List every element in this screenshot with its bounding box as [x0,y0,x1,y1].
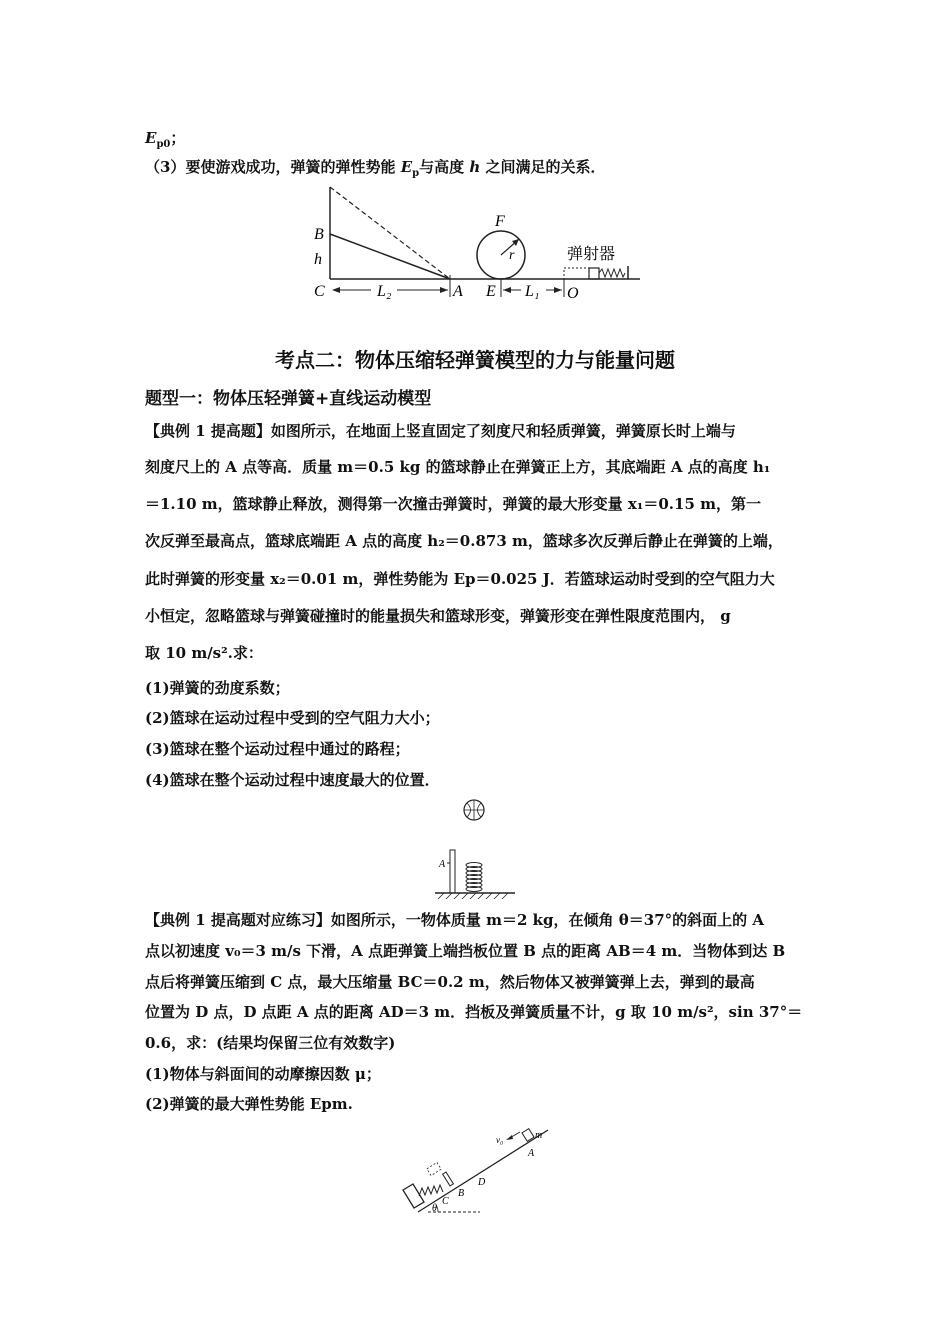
question-3-text-c: 之间满足的关系． [485,158,606,176]
example1-line-2: 刻度尺上的 A 点等高．质量 m＝0.5 kg 的篮球静止在弹簧正上方，其底端距 A 点的高度 h₁ [145,458,771,476]
basketball-seams [464,800,484,820]
ruler [450,850,455,893]
question-type-title: 题型一：物体压轻弹簧+直线运动模型 [145,389,432,409]
label-f: F [495,213,505,230]
section-title: 考点二：物体压缩轻弹簧模型的力与能量问题 [275,348,675,372]
label-a: A [453,283,463,300]
fixed-stop [403,1184,424,1208]
ep-symbol: E [400,158,413,176]
incline-surface [418,1130,548,1212]
l1-arrow-right [554,287,562,293]
question-3-label: （3） [145,158,186,176]
question-3-text-a: 要使游戏成功，弹簧的弹性势能 [185,158,396,176]
ep0-symbol: E [145,129,157,147]
example1-text-1: 如图所示，在地面上竖直固定了刻度尺和轻质弹簧，弹簧原长时上端与 [270,422,736,440]
example2-question-1: (1)物体与斜面间的动摩擦因数 μ； [145,1065,381,1083]
ep0-subscript: p0 [156,139,171,150]
slope-line [330,234,450,279]
example1-line-4: 次反弹至最高点，篮球底端距 A 点的高度 h₂＝0.873 m，篮球多次反弹后静止在弹簧的上端， [145,532,783,550]
ep-subscript: p [412,168,420,179]
label-e: E [486,283,496,300]
incline-spring [419,1185,443,1196]
example1-line-6: 小恒定，忽略篮球与弹簧碰撞时的能量损失和篮球形变，弹簧形变在弹性限度范围内， g [145,607,731,625]
dashed-slope [330,187,450,279]
example2-text-1: 如图所示，一物体质量 m＝2 kg，在倾角 θ＝37°的斜面上的 A [330,911,764,929]
figure-basketball-spring [430,795,520,900]
label-m: m [535,1130,543,1141]
example2-line-5: 0.6，求：(结果均保留三位有效数字) [145,1034,396,1052]
example1-question-2: (2)篮球在运动过程中受到的空气阻力大小； [145,709,440,727]
ep0-line [145,128,185,155]
label-b: B [458,1188,465,1199]
example1-question-1: (1)弹簧的劲度系数； [145,679,290,697]
label-a: A [439,859,446,870]
launcher-block [564,268,589,279]
label-l2: L₂ [377,283,392,300]
ground-hatch [438,893,508,899]
l1-arrow-left [503,287,511,293]
label-d: D [478,1177,486,1188]
example1-tag: 【典例 1 提高题】 [145,422,271,440]
question-3-text-b: 与高度 [419,158,465,176]
example2-tag: 【典例 1 提高题对应练习】 [145,911,331,929]
baffle-plate [443,1172,454,1186]
figure-ramp-loop-launcher [305,182,650,307]
ep0-tail: ； [170,129,186,147]
label-h: h [314,251,322,268]
label-theta: θ [432,1203,437,1214]
example1-line-5: 此时弹簧的形变量 x₂＝0.01 m，弹性势能为 Ep＝0.025 J．若篮球运动时受到的空气阻力大 [145,570,775,588]
example1-line-7: 取 10 m/s².求： [145,644,263,662]
label-a: A [528,1148,535,1159]
label-v0: v₀ [496,1135,504,1145]
example2-question-2: (2)弹簧的最大弹性势能 Epm. [145,1095,353,1113]
label-o: O [567,285,579,302]
label-c: C [314,283,325,300]
label-c: C [442,1196,449,1207]
l2-arrow-right [440,287,448,293]
compressed-outline [427,1162,441,1175]
example2-line-2: 点以初速度 v₀＝3 m/s 下滑，A 点距弹簧上端挡板位置 B 点的距离 AB＝4 m．当物体到达 B [145,942,786,960]
label-b: B [314,226,324,243]
l2-arrow-left [332,287,340,293]
example1-question-4: (4)篮球在整个运动过程中速度最大的位置． [145,771,440,789]
example2-line-4: 位置为 D 点，D 点距 A 点的距离 AD＝3 m．挡板及弹簧质量不计，g 取 10 m/s²，sin 37°＝ [145,1003,803,1021]
question-3-line [145,157,606,184]
example1-line-1 [145,421,736,441]
launcher-plate [589,268,599,279]
example2-line-3: 点后将弹簧压缩到 C 点，最大压缩量 BC＝0.2 m，然后物体又被弹簧弹上去，弹到的最高 [145,973,755,991]
h-symbol: h [469,158,481,176]
example1-line-3: ＝1.10 m，篮球静止释放，测得第一次撞击弹簧时，弹簧的最大形变量 x₁＝0.15 m，第一 [145,495,761,513]
figure-incline-spring [398,1120,558,1220]
example1-question-3: (3)篮球在整个运动过程中通过的路程； [145,740,410,758]
label-launcher: 弹射器 [567,244,616,263]
velocity-arrowhead [506,1135,513,1140]
label-r: r [509,248,515,263]
label-l1: L₁ [525,283,540,300]
launcher-spring [599,269,625,277]
example2-line-1 [145,910,764,930]
